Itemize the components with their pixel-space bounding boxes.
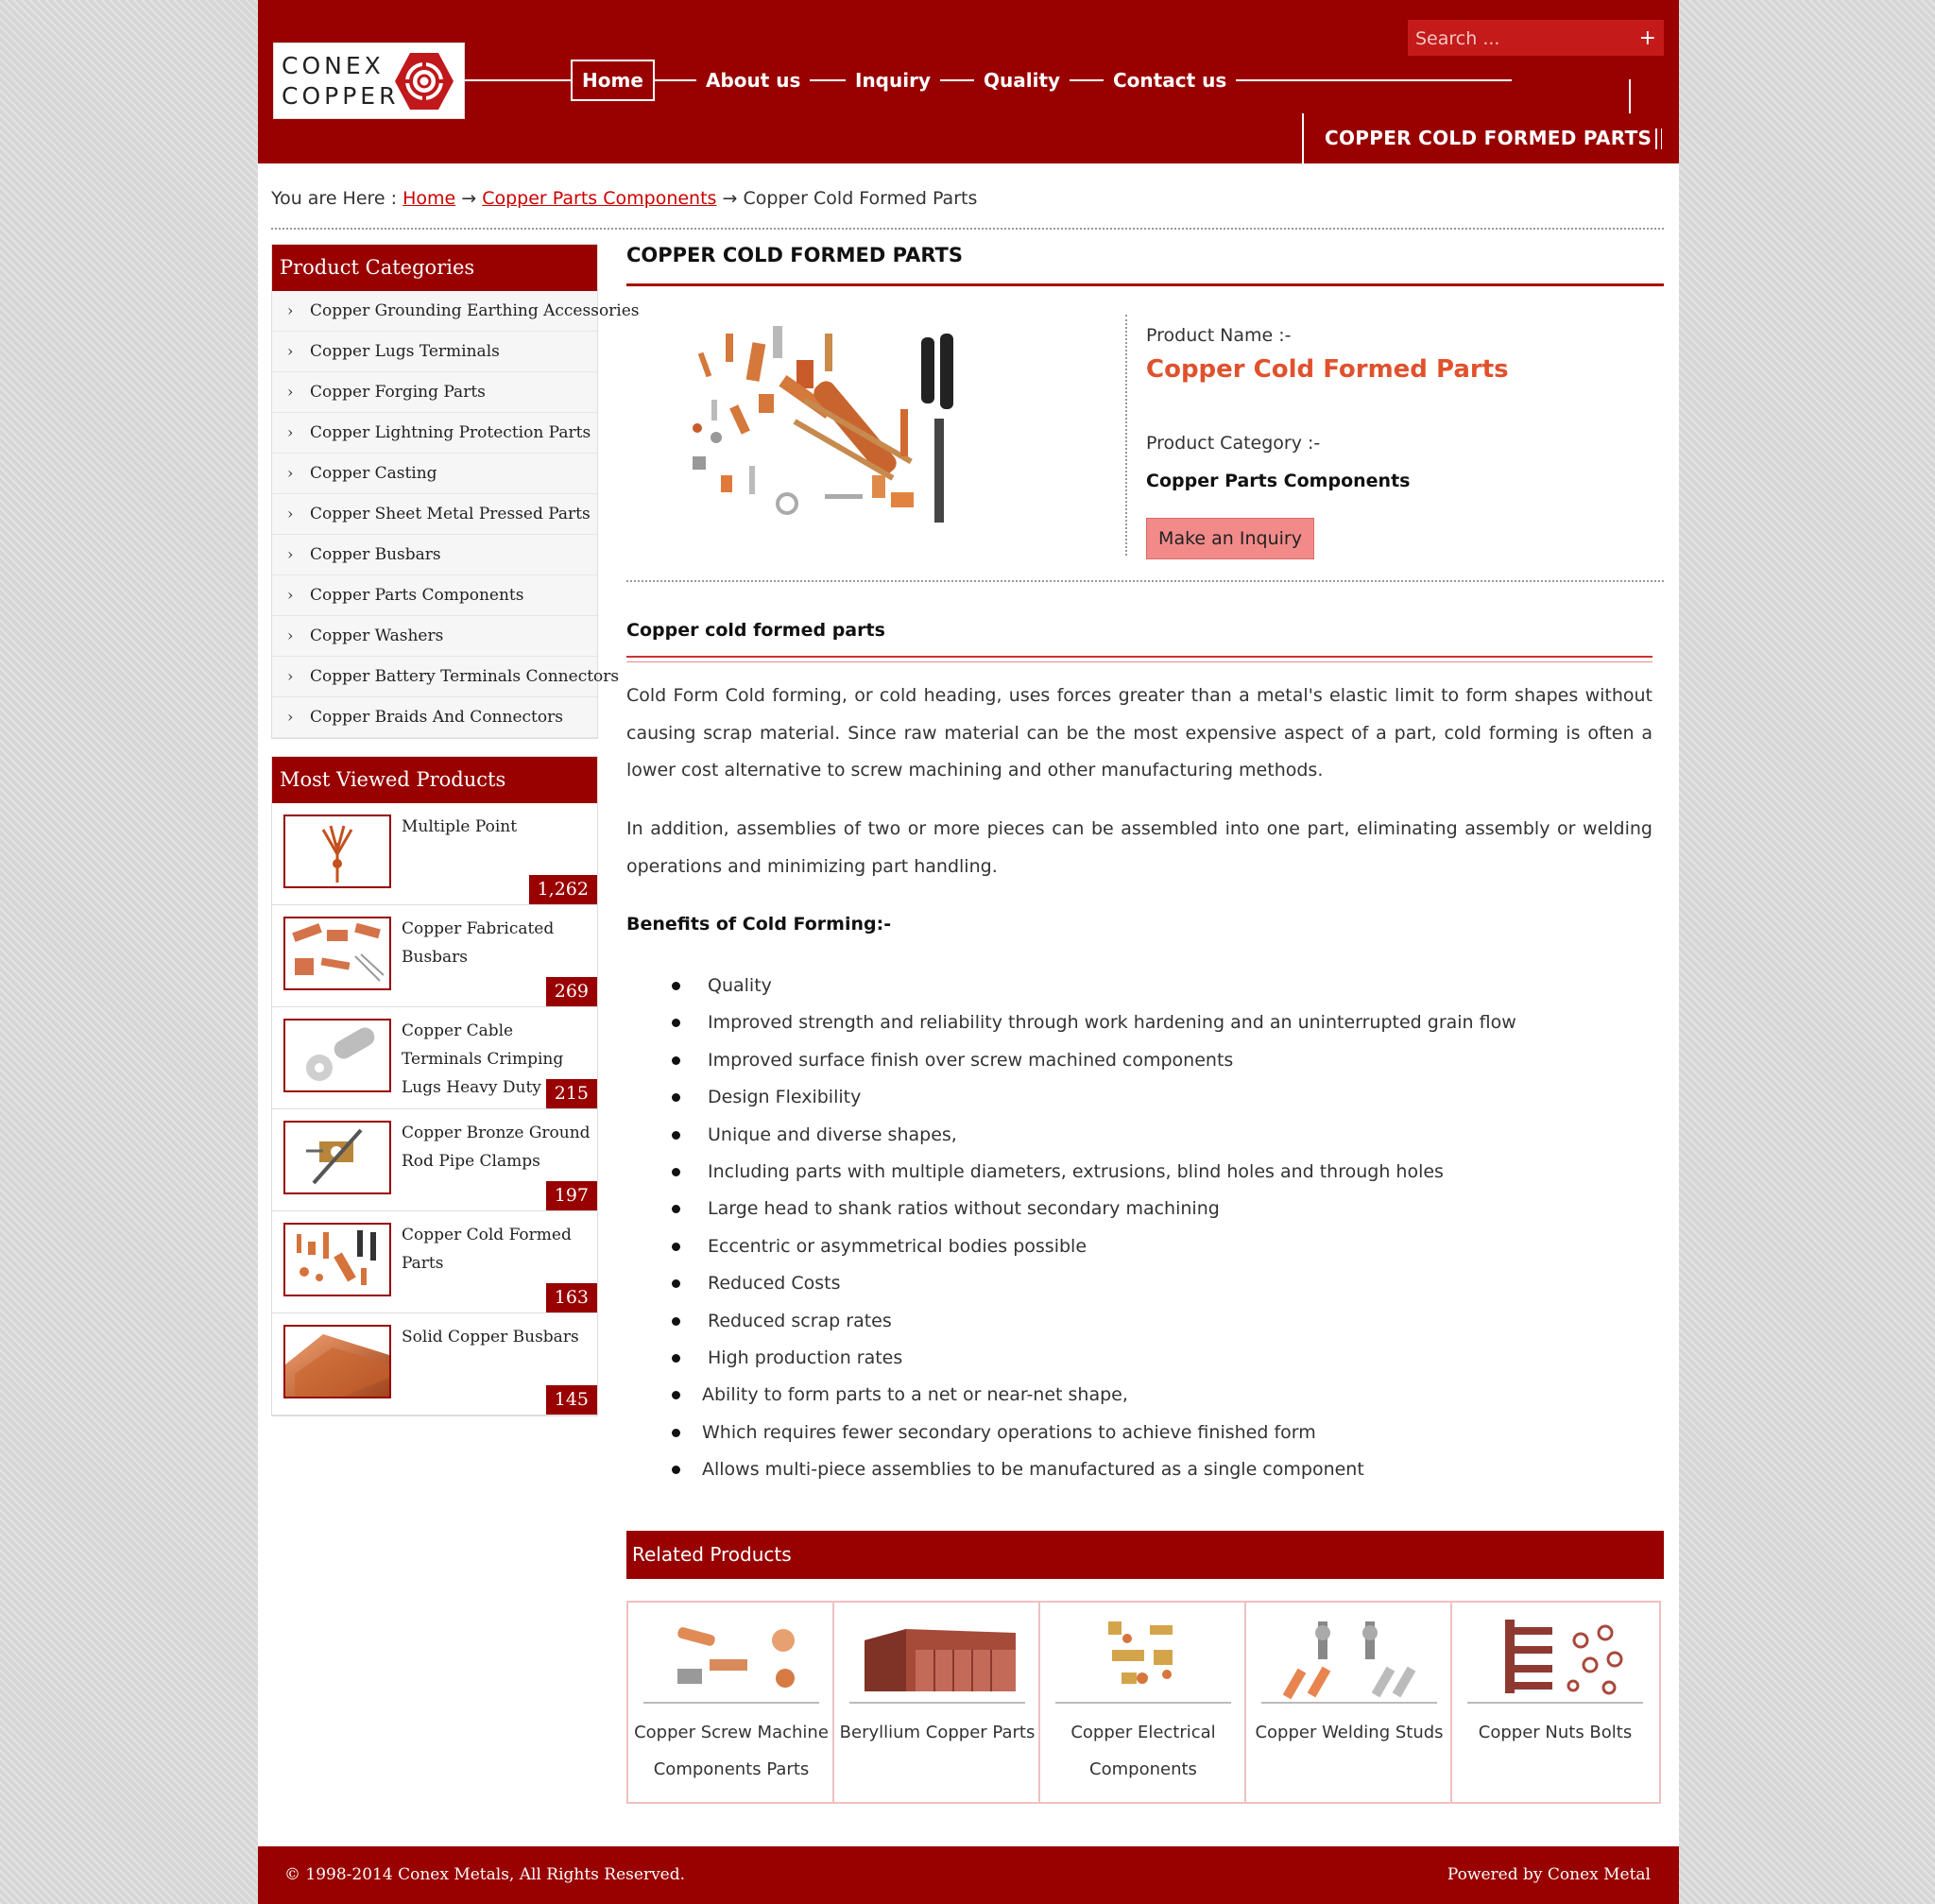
product-thumbnail[interactable] [283,917,391,990]
logo-line-1: CONEX [282,52,385,79]
category-label: Copper Lugs Terminals [310,342,500,361]
chevron-right-icon: › [287,301,294,319]
related-product-image[interactable] [1467,1612,1643,1704]
related-product-label-line: Copper Welding Studs [1255,1723,1444,1742]
breadcrumb-current: Copper Cold Formed Parts [743,188,978,209]
product-thumbnail[interactable] [283,1121,391,1194]
category-item[interactable] [272,494,597,535]
benefit-item [626,1004,1652,1041]
product-name-label: Product Name :- [1146,325,1292,346]
page-title-banner-text: COPPER COLD FORMED PARTS [1325,127,1652,149]
most-viewed-title: Most Viewed Products [272,757,597,803]
category-label: Copper Parts Components [310,586,524,605]
search-box [1408,20,1664,56]
related-product-label[interactable] [1040,1714,1246,1788]
chevron-right-icon: › [287,545,294,563]
related-product-image[interactable] [1055,1612,1231,1704]
footer-copyright: © 1998-2014 Conex Metals, All Rights Reserved. [284,1865,686,1884]
make-inquiry-button[interactable]: Make an Inquiry [1146,518,1314,559]
bullet-icon [672,1317,680,1326]
bullet-icon [672,1131,680,1140]
nav-line-connector [1629,79,1631,113]
related-product-label-line: Copper Nuts Bolts [1478,1723,1633,1742]
search-submit-icon[interactable]: + [1638,26,1656,50]
category-item[interactable] [272,575,597,616]
related-product-label[interactable] [1452,1714,1658,1751]
related-products-title: Related Products [626,1531,1664,1579]
benefit-text: Large head to shank ratios without secondary machining [708,1198,1220,1220]
benefit-item [626,1042,1652,1079]
benefits-heading: Benefits of Cold Forming:- [626,914,892,935]
related-product-card[interactable] [834,1603,1040,1802]
bullet-icon [672,1019,680,1027]
bullet-icon [672,1466,680,1474]
breadcrumb-arrow: → [722,188,738,209]
section-divider [626,580,1664,582]
description-paragraph-1: Cold Form Cold forming, or cold heading, uses forces greater than a metal's elastic limit to form shapes without causing scrap material. Since raw material can be the most expensive aspect of a part, cold forming is often a lower cost alternative to screw machining and other manufacturing methods. [626,685,1652,780]
breadcrumb-arrow: → [461,188,477,209]
category-item[interactable] [272,657,620,697]
benefit-item [626,1154,1652,1191]
benefit-text: Design Flexibility [708,1087,862,1108]
logo-emblem-icon [393,51,455,111]
heading-underline [626,283,1664,286]
related-product-label-line: Beryllium Copper Parts [839,1723,1036,1742]
view-count-badge: 197 [546,1181,597,1210]
category-item[interactable] [272,413,597,454]
view-count-badge: 1,262 [529,875,597,904]
category-label: Copper Grounding Earthing Accessories [310,301,640,320]
bullet-icon [672,1205,680,1213]
breadcrumb [271,188,977,209]
most-viewed-item[interactable] [272,1007,597,1109]
site-footer [258,1846,1679,1904]
description-heading: Copper cold formed parts [626,620,885,641]
breadcrumb-home-link[interactable]: Home [402,188,456,209]
banner-bars-icon [1655,129,1662,149]
most-viewed-title-text[interactable]: Copper Fabricated Busbars [402,919,555,967]
benefit-item [626,1079,1652,1116]
benefit-item [626,1415,1652,1451]
benefit-text: Allows multi-piece assemblies to be manufactured as a single component [702,1459,1364,1481]
related-product-label[interactable] [628,1714,834,1788]
bullet-icon [672,1279,680,1288]
bullet-icon [672,1168,680,1176]
logo-text [282,51,399,111]
benefit-text: Reduced scrap rates [708,1310,892,1331]
category-label: Copper Braids And Connectors [310,708,563,727]
most-viewed-item[interactable] [272,1313,597,1415]
bullet-icon [672,1243,680,1251]
description-paragraph-2: In addition, assemblies of two or more pieces can be assembled into one part, eliminating assembly or welding operations and minimizing part handling. [626,818,1652,877]
related-product-label-line: Copper Screw Machine [634,1723,829,1742]
chevron-right-icon: › [287,626,294,644]
product-info-divider [1125,315,1127,556]
related-products-grid [626,1601,1661,1804]
chevron-right-icon: › [287,505,294,523]
benefit-item [626,1265,1652,1302]
related-product-label-line: Components [1089,1759,1197,1779]
category-label: Copper Washers [310,626,444,645]
logo-line-2: COPPER [282,82,400,110]
product-image[interactable] [683,315,967,541]
benefit-text: High production rates [708,1347,903,1368]
related-product-image[interactable] [1261,1612,1437,1704]
footer-powered-by[interactable]: Powered by Conex Metal [1447,1865,1651,1884]
nav-contact-us[interactable]: Contact us [1104,60,1236,100]
benefit-text: Improved surface finish over screw machined components [708,1049,1234,1071]
benefit-item [626,1340,1652,1377]
benefit-text: Including parts with multiple diameters, extrusions, blind holes and through holes [708,1160,1444,1182]
category-item[interactable] [272,332,597,372]
category-label: Copper Battery Terminals Connectors [310,667,620,686]
related-product-card[interactable] [1040,1603,1246,1802]
bullet-icon [672,1429,680,1437]
benefit-item [626,1228,1652,1265]
related-product-label-line: Components Parts [653,1759,810,1779]
category-label: Copper Casting [310,464,437,483]
most-viewed-panel [271,756,598,1416]
bullet-icon [672,1391,680,1399]
benefit-text: Improved strength and reliability through work hardening and an uninterrupted grain flow [708,1012,1516,1034]
related-product-label-line: Copper Electrical [1070,1723,1216,1742]
related-product-card[interactable] [628,1603,834,1802]
product-heading: COPPER COLD FORMED PARTS [626,244,964,266]
related-product-label[interactable] [834,1714,1040,1751]
product-category-label: Product Category :- [1146,433,1321,454]
view-count-badge: 269 [546,977,597,1006]
bullet-icon [672,1093,680,1102]
most-viewed-title-text[interactable]: Multiple Point [402,817,518,836]
category-label: Copper Lightning Protection Parts [310,423,591,442]
chevron-right-icon: › [287,383,294,401]
benefit-text: Quality [708,975,772,996]
product-category: Copper Parts Components [1146,471,1411,491]
page [258,0,1679,1904]
product-name: Copper Cold Formed Parts [1146,355,1509,384]
chevron-right-icon: › [287,342,294,360]
category-item[interactable] [272,291,640,332]
related-product-label[interactable] [1246,1714,1452,1751]
nav-about-us[interactable]: About us [696,60,810,100]
page-title-banner [1302,113,1679,163]
chevron-right-icon: › [287,667,294,685]
category-item[interactable] [272,616,597,657]
related-product-image[interactable] [643,1612,819,1704]
most-viewed-title-text[interactable]: Copper Cold Formed Parts [402,1226,572,1273]
chevron-right-icon: › [287,464,294,482]
breadcrumb-divider [271,228,1664,230]
chevron-right-icon: › [287,708,294,726]
view-count-badge: 215 [546,1079,597,1108]
most-viewed-title-text[interactable]: Solid Copper Busbars [402,1328,579,1347]
related-product-card[interactable] [1246,1603,1452,1802]
category-item[interactable] [272,697,597,738]
benefit-text: Ability to form parts to a net or near-net shape, [702,1384,1128,1406]
description-heading-underline [626,656,1652,662]
product-thumbnail[interactable] [283,815,391,888]
product-thumbnail[interactable] [283,1019,391,1092]
breadcrumb-prefix: You are Here : [271,188,398,209]
category-label: Copper Sheet Metal Pressed Parts [310,505,591,523]
nav-home[interactable]: Home [571,60,655,101]
view-count-badge: 145 [546,1385,597,1415]
related-product-image[interactable] [849,1612,1025,1704]
benefit-item [626,968,1652,1004]
site-header [258,0,1679,163]
category-item[interactable] [272,535,597,575]
benefits-list [626,968,1652,1488]
product-thumbnail[interactable] [283,1325,391,1398]
benefit-item [626,1191,1652,1227]
category-item[interactable] [272,454,597,494]
bullet-icon [672,1354,680,1363]
benefit-text: Which requires fewer secondary operations to achieve finished form [702,1421,1316,1443]
chevron-right-icon: › [287,423,294,441]
benefit-item [626,1117,1652,1154]
benefit-text: Reduced Costs [708,1273,841,1295]
product-categories-title: Product Categories [272,245,597,291]
benefit-text: Eccentric or asymmetrical bodies possible [708,1235,1087,1257]
category-label: Copper Busbars [310,545,441,564]
most-viewed-item[interactable] [272,905,597,1007]
most-viewed-item[interactable] [272,1109,597,1211]
nav-inquiry[interactable]: Inquiry [846,60,940,100]
category-label: Copper Forging Parts [310,383,486,402]
most-viewed-title-text[interactable]: Copper Bronze Ground Rod Pipe Clamps [402,1124,591,1171]
product-thumbnail[interactable] [283,1223,391,1296]
view-count-badge: 163 [546,1283,597,1312]
bullet-icon [672,1056,680,1065]
most-viewed-title-text[interactable]: Copper Cable Terminals Crimping Lugs Heavy Duty [402,1021,564,1097]
search-input[interactable] [1408,20,1635,58]
related-product-card[interactable] [1452,1603,1658,1802]
benefit-item [626,1377,1652,1414]
most-viewed-item[interactable] [272,1211,597,1313]
category-item[interactable] [272,372,597,413]
conex-copper-logo[interactable] [273,43,465,119]
nav-quality[interactable]: Quality [974,60,1070,100]
benefit-text: Unique and diverse shapes, [708,1124,957,1145]
bullet-icon [672,982,680,990]
most-viewed-item[interactable] [272,803,597,905]
chevron-right-icon: › [287,586,294,604]
breadcrumb-parent-link[interactable]: Copper Parts Components [482,188,717,209]
benefit-item [626,1303,1652,1340]
benefit-item [626,1451,1652,1488]
product-categories-panel [271,244,640,739]
